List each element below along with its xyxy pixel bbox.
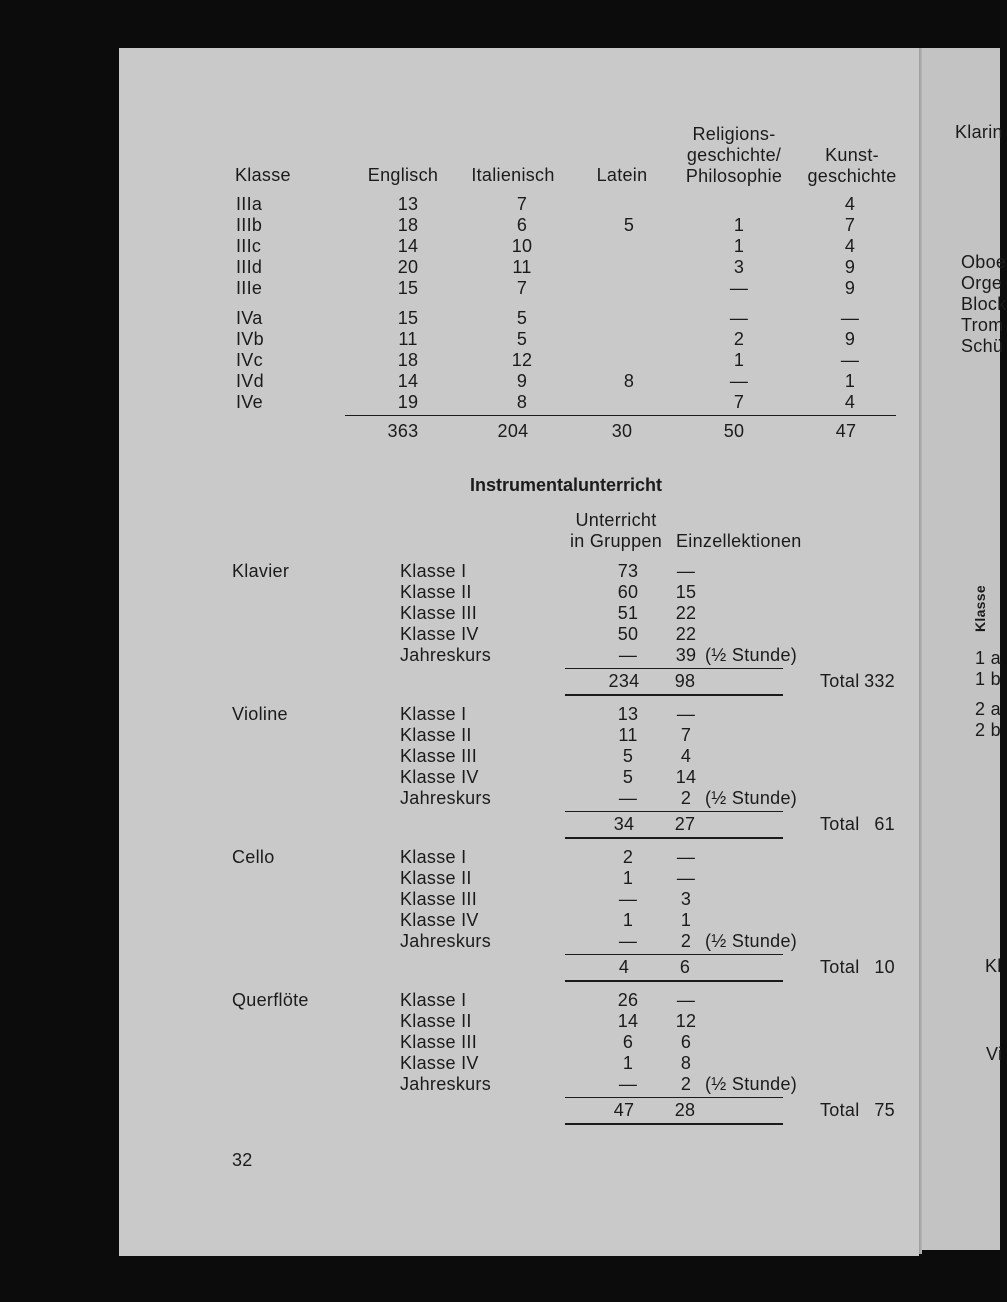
row-klasse: IVb bbox=[236, 329, 264, 349]
row-klasse: IIIc bbox=[236, 236, 262, 256]
instrument-row-einzel: 22 bbox=[675, 603, 697, 623]
instrument-row-klasse: Klasse III bbox=[400, 1032, 478, 1052]
instrument-row-note: (½ Stunde) bbox=[705, 645, 798, 665]
instrument-row-klasse: Klasse III bbox=[400, 889, 478, 909]
instrument-row-gruppen: 6 bbox=[622, 1032, 634, 1052]
instrument-row-klasse: Klasse IV bbox=[400, 910, 479, 930]
instrument-double-rule bbox=[565, 694, 783, 696]
instrument-sum-rule bbox=[565, 668, 783, 669]
section-title: Instrumentalunterricht bbox=[469, 475, 663, 495]
instrument-row-gruppen: 26 bbox=[617, 990, 639, 1010]
instrument-sum-einzel: 98 bbox=[674, 671, 696, 691]
header-gruppen-line: Unterricht bbox=[575, 510, 657, 530]
instrument-sum-gruppen: 47 bbox=[613, 1100, 635, 1120]
row-klasse: IIIe bbox=[236, 278, 263, 298]
header-englisch: Englisch bbox=[367, 165, 439, 185]
cell-englisch: 14 bbox=[397, 236, 419, 256]
cell-religion: — bbox=[729, 308, 749, 328]
cell-italienisch: 9 bbox=[516, 371, 528, 391]
header-religion-line: geschichte/ bbox=[686, 145, 782, 165]
instrument-row-gruppen: 5 bbox=[622, 767, 634, 787]
facing-fragment-class: 1 b bbox=[975, 669, 1001, 689]
row-klasse: IIIb bbox=[236, 215, 263, 235]
page-number: 32 bbox=[232, 1150, 253, 1170]
row-klasse: IIIa bbox=[236, 194, 263, 214]
instrument-row-gruppen: 1 bbox=[622, 1053, 634, 1073]
instrument-row-gruppen: 11 bbox=[618, 725, 638, 745]
instrument-row-einzel: — bbox=[676, 990, 696, 1010]
cell-kunst: 4 bbox=[844, 392, 856, 412]
cell-religion: 7 bbox=[733, 392, 745, 412]
instrument-row-note: (½ Stunde) bbox=[705, 931, 798, 951]
facing-fragment-lower: Vi bbox=[986, 1044, 1003, 1064]
instrument-row-note: (½ Stunde) bbox=[705, 788, 798, 808]
total-italienisch: 204 bbox=[497, 421, 529, 441]
row-klasse: IVc bbox=[236, 350, 263, 370]
facing-fragment-class: 2 b bbox=[975, 720, 1001, 740]
instrument-double-rule bbox=[565, 837, 783, 839]
instrument-row-klasse: Jahreskurs bbox=[400, 931, 492, 951]
instrument-sum-einzel: 27 bbox=[674, 814, 696, 834]
instrument-row-gruppen: — bbox=[618, 788, 638, 808]
cell-religion: 3 bbox=[733, 257, 745, 277]
cell-kunst: 9 bbox=[844, 278, 856, 298]
instrument-name: Klavier bbox=[232, 561, 290, 581]
instrument-sum-einzel: 28 bbox=[674, 1100, 696, 1120]
header-kunst-line: geschichte bbox=[807, 166, 897, 186]
instrument-row-klasse: Klasse I bbox=[400, 990, 467, 1010]
instrument-row-einzel: 2 bbox=[680, 1074, 692, 1094]
cell-englisch: 15 bbox=[397, 308, 419, 328]
cell-kunst: — bbox=[840, 350, 860, 370]
instrument-row-gruppen: 1 bbox=[622, 910, 634, 930]
instrument-row-note: (½ Stunde) bbox=[705, 1074, 798, 1094]
cell-englisch: 19 bbox=[397, 392, 419, 412]
row-klasse: IVa bbox=[236, 308, 263, 328]
cell-kunst: — bbox=[840, 308, 860, 328]
header-kunst-line: Kunst- bbox=[825, 145, 879, 165]
total-kunst: 47 bbox=[835, 421, 857, 441]
header-klasse: Klasse bbox=[235, 165, 291, 185]
instrument-total-value: 75 bbox=[874, 1100, 895, 1120]
instrument-row-klasse: Klasse II bbox=[400, 582, 472, 602]
instrument-total-label: Total bbox=[820, 671, 860, 691]
cell-englisch: 18 bbox=[397, 215, 419, 235]
instrument-name: Cello bbox=[232, 847, 275, 867]
cell-englisch: 11 bbox=[398, 329, 418, 349]
instrument-row-klasse: Klasse III bbox=[400, 603, 478, 623]
instrument-row-klasse: Jahreskurs bbox=[400, 645, 492, 665]
instrument-row-klasse: Klasse I bbox=[400, 847, 467, 867]
cell-englisch: 14 bbox=[397, 371, 419, 391]
instrument-row-klasse: Klasse II bbox=[400, 1011, 472, 1031]
instrument-row-einzel: 8 bbox=[680, 1053, 692, 1073]
instrument-row-gruppen: 51 bbox=[617, 603, 639, 623]
facing-fragment-list-item: Schü bbox=[961, 336, 1004, 356]
instrument-sum-rule bbox=[565, 811, 783, 812]
instrument-total-value: 10 bbox=[874, 957, 895, 977]
row-klasse: IVe bbox=[236, 392, 263, 412]
instrument-sum-gruppen: 4 bbox=[618, 957, 630, 977]
instrument-row-einzel: 39 bbox=[675, 645, 697, 665]
instrument-row-einzel: 1 bbox=[680, 910, 692, 930]
instrument-row-klasse: Jahreskurs bbox=[400, 1074, 492, 1094]
instrument-row-klasse: Klasse IV bbox=[400, 624, 479, 644]
instrument-row-einzel: 15 bbox=[675, 582, 697, 602]
cell-religion: 1 bbox=[733, 236, 745, 256]
facing-fragment-list-item: Orge bbox=[961, 273, 1003, 293]
instrument-total-label: Total bbox=[820, 957, 860, 977]
instrument-row-gruppen: 14 bbox=[617, 1011, 639, 1031]
cell-italienisch: 6 bbox=[516, 215, 528, 235]
instrument-sum-gruppen: 34 bbox=[613, 814, 635, 834]
facing-fragment-top: Klarin bbox=[955, 122, 1003, 142]
facing-fragment-list-item: Block bbox=[961, 294, 1007, 314]
facing-fragment-class: 1 a bbox=[975, 648, 1001, 668]
facing-fragment-vertical: Klasse bbox=[972, 585, 988, 632]
instrument-row-einzel: 2 bbox=[680, 931, 692, 951]
cell-kunst: 4 bbox=[844, 194, 856, 214]
instrument-sum-gruppen: 234 bbox=[608, 671, 640, 691]
cell-kunst: 7 bbox=[844, 215, 856, 235]
instrument-row-gruppen: — bbox=[618, 645, 638, 665]
table1-sum-rule bbox=[345, 415, 896, 416]
instrument-row-einzel: — bbox=[676, 868, 696, 888]
instrument-row-gruppen: 50 bbox=[617, 624, 639, 644]
instrument-double-rule bbox=[565, 980, 783, 982]
facing-fragment-list-item: Oboe bbox=[961, 252, 1007, 272]
cell-englisch: 20 bbox=[397, 257, 419, 277]
cell-englisch: 15 bbox=[397, 278, 419, 298]
instrument-sum-rule bbox=[565, 954, 783, 955]
instrument-row-einzel: — bbox=[676, 561, 696, 581]
header-religion-line: Religions- bbox=[692, 124, 776, 144]
cell-englisch: 13 bbox=[397, 194, 419, 214]
total-latein: 30 bbox=[611, 421, 633, 441]
instrument-row-einzel: 22 bbox=[675, 624, 697, 644]
instrument-row-einzel: 7 bbox=[680, 725, 692, 745]
cell-kunst: 4 bbox=[844, 236, 856, 256]
instrument-row-klasse: Jahreskurs bbox=[400, 788, 492, 808]
cell-religion: 1 bbox=[733, 215, 745, 235]
cell-englisch: 18 bbox=[397, 350, 419, 370]
facing-fragment-class: 2 a bbox=[975, 699, 1001, 719]
cell-italienisch: 12 bbox=[511, 350, 533, 370]
cell-italienisch: 8 bbox=[516, 392, 528, 412]
instrument-total-label: Total bbox=[820, 1100, 860, 1120]
header-italienisch: Italienisch bbox=[471, 165, 555, 185]
instrument-row-klasse: Klasse I bbox=[400, 704, 467, 724]
instrument-row-gruppen: — bbox=[618, 1074, 638, 1094]
facing-fragment-lower: Kl bbox=[985, 956, 1002, 976]
cell-religion: — bbox=[729, 278, 749, 298]
instrument-total-value: 61 bbox=[874, 814, 895, 834]
instrument-row-gruppen: 2 bbox=[622, 847, 634, 867]
instrument-row-einzel: 6 bbox=[680, 1032, 692, 1052]
cell-italienisch: 5 bbox=[516, 329, 528, 349]
cell-religion: 2 bbox=[733, 329, 745, 349]
instrument-double-rule bbox=[565, 1123, 783, 1125]
instrument-row-gruppen: 13 bbox=[617, 704, 639, 724]
cell-religion: — bbox=[729, 371, 749, 391]
instrument-row-klasse: Klasse IV bbox=[400, 1053, 479, 1073]
instrument-row-gruppen: 60 bbox=[617, 582, 639, 602]
facing-fragment-list-item: Trom bbox=[961, 315, 1004, 335]
instrument-row-gruppen: 73 bbox=[617, 561, 639, 581]
instrument-total-label: Total bbox=[820, 814, 860, 834]
instrument-row-einzel: — bbox=[676, 847, 696, 867]
cell-kunst: 9 bbox=[844, 257, 856, 277]
cell-religion: 1 bbox=[733, 350, 745, 370]
row-klasse: IIId bbox=[236, 257, 263, 277]
instrument-row-einzel: 3 bbox=[680, 889, 692, 909]
instrument-row-klasse: Klasse II bbox=[400, 868, 472, 888]
instrument-row-einzel: 4 bbox=[680, 746, 692, 766]
instrument-row-einzel: 2 bbox=[680, 788, 692, 808]
total-religion: 50 bbox=[723, 421, 745, 441]
instrument-row-klasse: Klasse IV bbox=[400, 767, 479, 787]
instrument-row-einzel: — bbox=[676, 704, 696, 724]
instrument-sum-einzel: 6 bbox=[679, 957, 691, 977]
instrument-row-klasse: Klasse III bbox=[400, 746, 478, 766]
instrument-row-gruppen: 1 bbox=[622, 868, 634, 888]
instrument-name: Violine bbox=[232, 704, 288, 724]
cell-italienisch: 7 bbox=[516, 194, 528, 214]
instrument-row-klasse: Klasse I bbox=[400, 561, 467, 581]
instrument-row-gruppen: 5 bbox=[622, 746, 634, 766]
cell-italienisch: 5 bbox=[516, 308, 528, 328]
header-latein: Latein bbox=[596, 165, 648, 185]
instrument-row-einzel: 14 bbox=[675, 767, 697, 787]
instrument-row-klasse: Klasse II bbox=[400, 725, 472, 745]
cell-italienisch: 10 bbox=[511, 236, 533, 256]
instrument-row-einzel: 12 bbox=[675, 1011, 697, 1031]
instrument-row-gruppen: — bbox=[618, 889, 638, 909]
header-einzel: Einzellektionen bbox=[676, 531, 802, 551]
instrument-sum-rule bbox=[565, 1097, 783, 1098]
cell-latein: 5 bbox=[623, 215, 635, 235]
cell-latein: 8 bbox=[623, 371, 635, 391]
row-klasse: IVd bbox=[236, 371, 264, 391]
cell-kunst: 1 bbox=[844, 371, 856, 391]
instrument-row-gruppen: — bbox=[618, 931, 638, 951]
header-religion-line: Philosophie bbox=[685, 166, 783, 186]
cell-italienisch: 7 bbox=[516, 278, 528, 298]
cell-italienisch: 11 bbox=[512, 257, 532, 277]
instrument-total-value: 332 bbox=[864, 671, 895, 691]
instrument-name: Querflöte bbox=[232, 990, 309, 1010]
header-gruppen-line: in Gruppen bbox=[569, 531, 663, 551]
cell-kunst: 9 bbox=[844, 329, 856, 349]
total-englisch: 363 bbox=[387, 421, 419, 441]
